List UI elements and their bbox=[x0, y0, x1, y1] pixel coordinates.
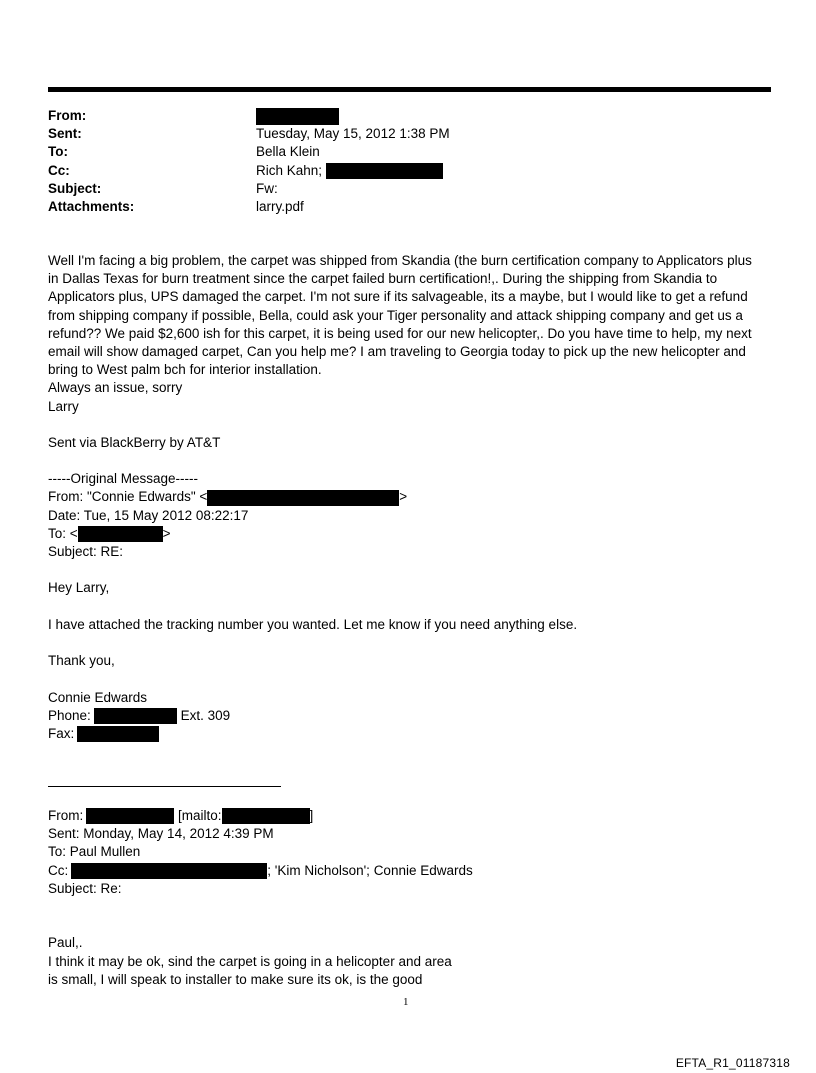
header-subject-row bbox=[48, 180, 450, 198]
redaction-box bbox=[86, 808, 174, 824]
document-id: EFTA_R1_01187318 bbox=[675, 1056, 790, 1070]
message-line: Always an issue, sorry bbox=[48, 380, 183, 396]
header-attachments-row bbox=[48, 198, 450, 216]
original-separator: -----Original Message----- bbox=[48, 471, 199, 487]
earlier-cc: Cc: ; 'Kim Nicholson'; Connie Edwards bbox=[48, 862, 473, 878]
original-from: From: "Connie Edwards" < > bbox=[48, 489, 408, 505]
header-cc-row bbox=[48, 162, 450, 180]
header-cc-label: Cc: bbox=[48, 162, 70, 178]
original-body: I have attached the tracking number you wanted. Let me know if you need anything else. bbox=[48, 616, 578, 632]
redaction-box bbox=[94, 708, 177, 724]
earlier-to: To: Paul Mullen bbox=[48, 844, 141, 860]
page-number: 1 bbox=[403, 996, 409, 1008]
original-greeting: Hey Larry, bbox=[48, 580, 110, 596]
header-sent-label: Sent: bbox=[48, 126, 82, 142]
separator-rule bbox=[48, 786, 281, 787]
header-sent-value: Tuesday, May 15, 2012 1:38 PM bbox=[256, 126, 450, 142]
redaction-box bbox=[256, 108, 339, 125]
email-header bbox=[48, 107, 450, 216]
message-line: refund?? We paid $2,600 ish for this carpet, it is being used for our new helicopter,. Do you have time to help, my next bbox=[48, 325, 752, 341]
header-from-label: From: bbox=[48, 108, 87, 123]
header-sent-row bbox=[48, 125, 450, 143]
message-line: from shipping company if possible, Bella, could ask your Tiger personality and attack shipping company and get us a bbox=[48, 307, 743, 323]
earlier-sent: Sent: Monday, May 14, 2012 4:39 PM bbox=[48, 826, 274, 842]
header-to-value: Bella Klein bbox=[256, 144, 320, 160]
original-name: Connie Edwards bbox=[48, 689, 148, 705]
earlier-salutation: Paul,. bbox=[48, 935, 83, 951]
top-rule bbox=[48, 87, 771, 92]
original-to: To: < > bbox=[48, 525, 171, 541]
redaction-box bbox=[77, 726, 159, 742]
message-body bbox=[48, 252, 764, 743]
header-to-label: To: bbox=[48, 144, 68, 160]
redaction-box bbox=[222, 808, 310, 824]
attachment-name: larry.pdf bbox=[256, 198, 304, 214]
header-to-row bbox=[48, 143, 450, 161]
message-line: email will show damaged carpet, Can you help me? I am traveling to Georgia today to pick up the new helicopter and bbox=[48, 343, 746, 359]
earlier-subject: Subject: Re: bbox=[48, 880, 122, 896]
message-line: Well I'm facing a big problem, the carpet was shipped from Skandia (the burn certification company to Applicators plus bbox=[48, 253, 752, 268]
redaction-box bbox=[78, 526, 163, 542]
redaction-box bbox=[207, 490, 399, 506]
original-phone: Phone: Ext. 309 bbox=[48, 707, 231, 723]
header-cc-value: Rich Kahn; bbox=[256, 162, 323, 178]
original-fax: Fax: bbox=[48, 725, 764, 743]
earlier-line: is small, I will speak to installer to make sure its ok, is the good bbox=[48, 971, 423, 987]
redaction-box bbox=[326, 163, 443, 179]
header-from-row bbox=[48, 107, 450, 125]
original-thanks: Thank you, bbox=[48, 653, 115, 669]
message-line: Larry bbox=[48, 398, 79, 414]
header-attachments-label: Attachments: bbox=[48, 198, 135, 214]
earlier-line: I think it may be ok, sind the carpet is going in a helicopter and area bbox=[48, 953, 452, 969]
redaction-box bbox=[71, 863, 267, 879]
message-line: Applicators plus, UPS damaged the carpet. I'm not sure if its salvageable, its a maybe, but I would like to get a refund bbox=[48, 289, 748, 305]
original-date: Date: Tue, 15 May 2012 08:22:17 bbox=[48, 507, 249, 523]
earlier-from: From: [mailto: ] bbox=[48, 808, 314, 823]
message-line: bring to West palm bch for interior installation. bbox=[48, 362, 322, 378]
header-subject-value: Fw: bbox=[256, 180, 278, 196]
message-line: in Dallas Texas for burn treatment since the carpet failed burn certification!,. During the shipping from Skandia to bbox=[48, 271, 718, 287]
earlier-message bbox=[48, 807, 764, 989]
original-subject: Subject: RE: bbox=[48, 544, 124, 559]
message-signature: Sent via BlackBerry by AT&T bbox=[48, 434, 221, 450]
header-subject-label: Subject: bbox=[48, 180, 102, 196]
